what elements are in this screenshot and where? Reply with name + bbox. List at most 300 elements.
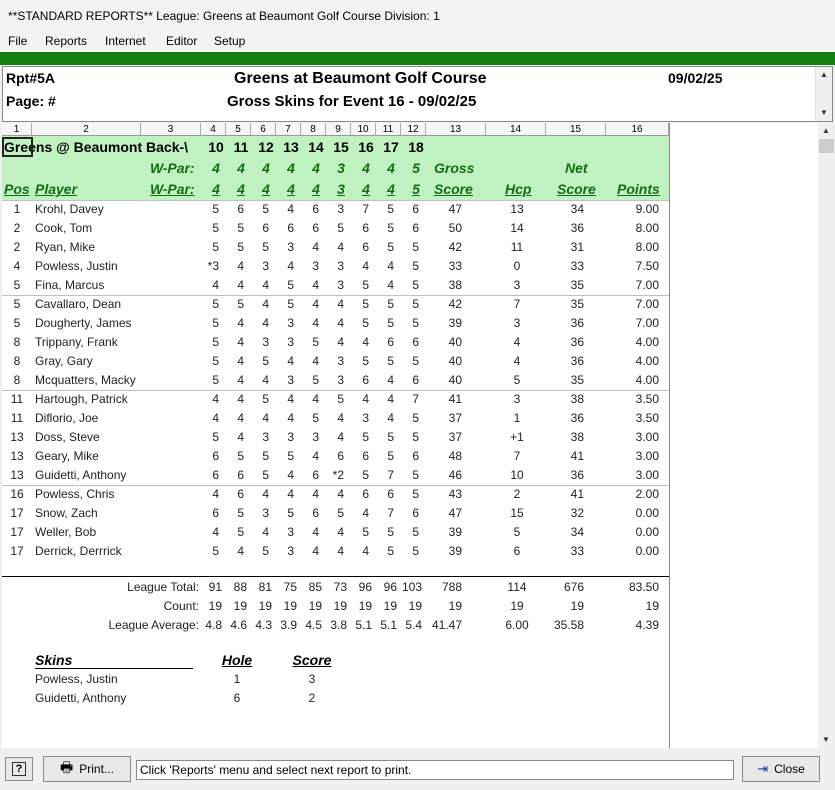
row-hole-score: 5 [387, 297, 394, 311]
row-hole-score: 6 [412, 202, 419, 216]
row-hole-score: 5 [362, 525, 369, 539]
column-header[interactable]: 16 [606, 123, 669, 136]
row-net-score: 35 [570, 278, 584, 292]
column-header[interactable]: 5 [226, 123, 251, 136]
column-header[interactable]: 3 [141, 123, 201, 136]
row-net-score: 33 [570, 259, 584, 273]
row-net-score: 36 [570, 468, 584, 482]
row-hole-score: 4 [262, 487, 269, 501]
row-hcp: 10 [510, 468, 524, 482]
row-hole-score: 5 [387, 430, 394, 444]
hole-number: 12 [258, 139, 274, 155]
row-hole-score: 3 [287, 430, 294, 444]
row-hole-score: 6 [362, 240, 369, 254]
column-header[interactable]: 11 [376, 123, 401, 136]
row-position: 11 [10, 411, 24, 425]
row-hole-score: 6 [312, 202, 319, 216]
row-position: 5 [13, 316, 21, 330]
row-player-name: Powless, Justin [35, 259, 118, 273]
row-hole-score: 6 [312, 506, 319, 520]
row-hole-score: 6 [362, 449, 369, 463]
close-label: Close [774, 762, 805, 776]
row-hole-score: 3 [337, 354, 344, 368]
column-header[interactable]: 15 [546, 123, 606, 136]
scroll-up-icon[interactable]: ▲ [820, 70, 828, 79]
totals-hole-value: 5.4 [405, 618, 422, 632]
row-hole-score: 5 [362, 430, 369, 444]
row-hole-score: 4 [237, 278, 244, 292]
menu-editor[interactable]: Editor [166, 34, 198, 48]
row-gross-score: 40 [448, 373, 462, 387]
row-hole-score: 3 [337, 278, 344, 292]
skins-score: 3 [308, 672, 316, 686]
column-header[interactable]: 9 [326, 123, 351, 136]
skins-player: Guidetti, Anthony [35, 691, 127, 705]
row-hole-score: 6 [412, 373, 419, 387]
menu-file[interactable]: File [8, 34, 28, 48]
row-hole-score: 6 [387, 335, 394, 349]
row-hcp: 15 [510, 506, 524, 520]
row-hole-score: 4 [262, 278, 269, 292]
row-hole-score: 6 [237, 468, 244, 482]
row-gross-score: 39 [448, 544, 462, 558]
row-hole-score: 5 [362, 278, 369, 292]
hcp-header: Hcp [505, 181, 532, 197]
row-hole-score: 6 [362, 221, 369, 235]
row-player-name: Cavallaro, Dean [35, 297, 122, 311]
row-hole-score: 3 [312, 259, 319, 273]
menu-bar [0, 30, 835, 52]
skins-hole-header: Hole [221, 652, 253, 668]
totals-hole-value: 19 [408, 599, 422, 613]
column-header[interactable]: 2 [32, 123, 141, 136]
row-hole-score: 6 [212, 449, 219, 463]
totals-points: 83.50 [628, 580, 659, 594]
row-hole-score: 5 [237, 525, 244, 539]
row-position: 4 [13, 259, 21, 273]
row-hole-score: 5 [262, 240, 269, 254]
row-hole-score: 4 [237, 354, 244, 368]
row-points: 0.00 [635, 544, 659, 558]
skins-underline [35, 668, 193, 669]
row-gross-score: 40 [448, 335, 462, 349]
wpar-value: 4 [312, 181, 320, 197]
totals-hole-value: 73 [333, 580, 347, 594]
column-header[interactable]: 12 [401, 123, 426, 136]
row-hcp: 2 [513, 487, 521, 501]
main-scrollbar[interactable] [818, 123, 835, 748]
row-hole-score: 3 [262, 506, 269, 520]
help-icon: ? [12, 762, 27, 776]
row-position: 1 [13, 202, 21, 216]
row-hole-score: 5 [212, 240, 219, 254]
status-text: Click 'Reports' menu and select next report to print. [136, 760, 734, 780]
totals-hole-value: 96 [383, 580, 397, 594]
row-hole-score: 5 [412, 354, 419, 368]
row-hole-score: 6 [412, 506, 419, 520]
row-hcp: 5 [513, 525, 521, 539]
row-hole-score: 4 [287, 411, 294, 425]
totals-hole-value: 3.8 [330, 618, 347, 632]
points-header: Points [617, 181, 660, 197]
row-hole-score: 6 [412, 221, 419, 235]
blank-pane [669, 123, 818, 748]
row-hole-score: 5 [262, 354, 269, 368]
row-player-name: Snow, Zach [35, 506, 98, 520]
row-hole-score: 4 [287, 259, 294, 273]
row-gross-score: 50 [448, 221, 462, 235]
row-hole-score: 5 [262, 468, 269, 482]
row-points: 3.00 [635, 430, 659, 444]
totals-hole-value: 4.8 [205, 618, 222, 632]
close-button[interactable] [742, 756, 820, 782]
row-net-score: 32 [570, 506, 584, 520]
wpar-value: 4 [262, 160, 270, 176]
row-player-name: Powless, Chris [35, 487, 115, 501]
totals-hole-value: 19 [358, 599, 372, 613]
row-hole-score: 5 [312, 335, 319, 349]
totals-hole-value: 19 [283, 599, 297, 613]
row-hole-score: 4 [262, 316, 269, 330]
wpar-value: 4 [237, 181, 245, 197]
row-hole-score: 5 [212, 202, 219, 216]
gross-score-header: Score [434, 181, 473, 197]
row-hole-score: 4 [362, 335, 369, 349]
column-header[interactable]: 4 [201, 123, 226, 136]
totals-hcp: 19 [510, 599, 524, 613]
row-hcp: 1 [513, 411, 521, 425]
skins-header: Skins [35, 652, 73, 668]
row-hole-score: 5 [312, 411, 319, 425]
row-hole-score: 4 [337, 411, 344, 425]
column-header[interactable]: 7 [276, 123, 301, 136]
row-points: 3.50 [635, 392, 659, 406]
row-hole-score: 5 [287, 297, 294, 311]
row-hole-score: 5 [212, 335, 219, 349]
row-net-score: 36 [570, 354, 584, 368]
row-hole-score: 5 [237, 297, 244, 311]
row-hole-score: 4 [312, 449, 319, 463]
row-hole-score: 5 [412, 316, 419, 330]
hole-number: 18 [408, 139, 424, 155]
report-number: Rpt#5A [6, 70, 56, 86]
totals-hole-value: 88 [233, 580, 247, 594]
row-points: 3.00 [635, 449, 659, 463]
menu-setup[interactable]: Setup [214, 34, 246, 48]
row-hole-score: 5 [362, 316, 369, 330]
row-hole-score: 5 [212, 544, 219, 558]
row-points: 7.00 [635, 316, 659, 330]
row-hole-score: 6 [362, 487, 369, 501]
row-hole-score: 4 [262, 297, 269, 311]
row-gross-score: 41 [448, 392, 462, 406]
totals-hole-value: 4.5 [305, 618, 322, 632]
row-hole-score: 3 [287, 335, 294, 349]
row-hole-score: 5 [212, 373, 219, 387]
row-position: 13 [10, 449, 24, 463]
wpar-value: 4 [262, 181, 270, 197]
totals-hole-value: 19 [308, 599, 322, 613]
row-position: 17 [10, 544, 24, 558]
row-hole-score: 5 [412, 468, 419, 482]
row-hole-score: 4 [262, 525, 269, 539]
row-hole-score: 3 [287, 544, 294, 558]
row-points: 4.00 [635, 373, 659, 387]
row-hole-score: 3 [287, 316, 294, 330]
row-player-name: Hartough, Patrick [35, 392, 128, 406]
row-points: 3.00 [635, 468, 659, 482]
wpar-label: W-Par: [150, 181, 195, 197]
row-hole-score: 5 [387, 202, 394, 216]
row-hole-score: 6 [212, 506, 219, 520]
row-hole-score: 5 [362, 297, 369, 311]
row-hole-score: 4 [362, 259, 369, 273]
row-hcp: 4 [513, 354, 521, 368]
row-hole-score: 4 [237, 411, 244, 425]
row-hole-score: *2 [332, 468, 344, 482]
row-hole-score: 5 [412, 278, 419, 292]
row-hole-score: 4 [312, 354, 319, 368]
skins-score-header: Score [292, 652, 332, 668]
row-player-name: Guidetti, Anthony [35, 468, 127, 482]
wpar-value: 4 [387, 181, 395, 197]
row-hole-score: 5 [337, 506, 344, 520]
wpar-value: 4 [237, 160, 245, 176]
row-hcp: 3 [513, 316, 521, 330]
row-net-score: 35 [570, 373, 584, 387]
row-points: 3.50 [635, 411, 659, 425]
row-hole-score: 4 [387, 259, 394, 273]
row-position: 5 [13, 297, 21, 311]
wpar-value: 4 [212, 160, 220, 176]
totals-hole-value: 81 [258, 580, 272, 594]
row-position: 17 [10, 506, 24, 520]
row-gross-score: 40 [448, 354, 462, 368]
totals-hole-value: 4.3 [255, 618, 272, 632]
menu-reports[interactable]: Reports [45, 34, 88, 48]
hole-number: 11 [233, 139, 249, 155]
row-hcp: 14 [510, 221, 524, 235]
row-hole-score: 5 [387, 544, 394, 558]
row-hole-score: 7 [362, 202, 369, 216]
row-hole-score: 5 [212, 316, 219, 330]
wpar-value: 4 [387, 160, 395, 176]
row-gross-score: 39 [448, 525, 462, 539]
row-position: 2 [13, 240, 21, 254]
row-hole-score: 5 [362, 354, 369, 368]
totals-gross: 788 [441, 580, 462, 594]
row-hole-score: 3 [312, 430, 319, 444]
row-hole-score: 5 [237, 240, 244, 254]
totals-hole-value: 3.9 [280, 618, 297, 632]
row-hole-score: 5 [262, 392, 269, 406]
player-header: Player [35, 181, 78, 197]
totals-net: 35.58 [553, 618, 584, 632]
row-hole-score: 5 [262, 449, 269, 463]
row-gross-score: 47 [448, 202, 462, 216]
row-hole-score: 5 [312, 373, 319, 387]
row-hole-score: 5 [412, 259, 419, 273]
totals-points: 4.39 [635, 618, 659, 632]
row-gross-score: 47 [448, 506, 462, 520]
row-hole-score: *3 [207, 259, 219, 273]
row-points: 7.50 [635, 259, 659, 273]
row-hole-score: 5 [237, 221, 244, 235]
row-points: 2.00 [635, 487, 659, 501]
row-hole-score: 6 [412, 335, 419, 349]
row-hcp: 0 [513, 259, 521, 273]
row-position: 8 [13, 354, 21, 368]
row-hole-score: 3 [262, 430, 269, 444]
column-header[interactable]: 10 [351, 123, 376, 136]
row-position: 8 [13, 373, 21, 387]
row-hole-score: 5 [412, 411, 419, 425]
row-hole-score: 5 [212, 354, 219, 368]
row-hole-score: 4 [387, 278, 394, 292]
wpar-value: 4 [362, 181, 370, 197]
row-player-name: Ryan, Mike [35, 240, 96, 254]
row-hole-score: 4 [237, 316, 244, 330]
row-hole-score: 3 [337, 259, 344, 273]
totals-hole-value: 19 [383, 599, 397, 613]
wpar-value: 3 [337, 181, 345, 197]
group-divider [2, 390, 669, 391]
totals-hole-value: 19 [333, 599, 347, 613]
row-net-score: 31 [570, 240, 584, 254]
column-header[interactable]: 8 [301, 123, 326, 136]
group-divider [2, 485, 669, 486]
row-points: 0.00 [635, 506, 659, 520]
row-hole-score: 6 [287, 221, 294, 235]
scroll-up-icon[interactable]: ▲ [822, 126, 830, 135]
row-position: 13 [10, 430, 24, 444]
printer-icon: 🖶 [60, 759, 74, 775]
event-title: Gross Skins for Event 16 - 09/02/25 [227, 93, 477, 110]
row-hole-score: 3 [287, 373, 294, 387]
menu-internet[interactable]: Internet [105, 34, 146, 48]
row-hole-score: 4 [262, 373, 269, 387]
row-hcp: +1 [510, 430, 524, 444]
hole-number: 16 [358, 139, 374, 155]
wpar-value: 4 [287, 160, 295, 176]
report-header [2, 66, 833, 122]
totals-hole-value: 5.1 [380, 618, 397, 632]
row-hcp: 3 [513, 278, 521, 292]
row-hole-score: 4 [312, 240, 319, 254]
row-hole-score: 4 [287, 392, 294, 406]
row-player-name: Diflorio, Joe [35, 411, 99, 425]
selected-cell[interactable] [2, 137, 33, 157]
wpar-label: W-Par: [150, 160, 195, 176]
totals-gross: 19 [448, 599, 462, 613]
row-hole-score: 4 [212, 525, 219, 539]
door-exit-icon: ⇥ [757, 761, 769, 776]
row-hole-score: 4 [337, 430, 344, 444]
row-hole-score: 4 [237, 335, 244, 349]
skins-player: Powless, Justin [35, 672, 118, 686]
totals-hole-value: 19 [208, 599, 222, 613]
totals-hole-value: 75 [283, 580, 297, 594]
row-hole-score: 4 [237, 430, 244, 444]
row-position: 2 [13, 221, 21, 235]
wpar-value: 5 [412, 160, 420, 176]
skins-score: 2 [308, 691, 316, 705]
totals-net: 19 [570, 599, 584, 613]
scroll-down-icon[interactable]: ▼ [822, 735, 830, 744]
column-header[interactable]: 1 [2, 123, 32, 136]
row-hole-score: 5 [337, 392, 344, 406]
sheet-title: Greens @ Beaumont Back-\ [4, 139, 189, 155]
row-points: 7.00 [635, 278, 659, 292]
column-header[interactable]: 6 [251, 123, 276, 136]
report-sheet [2, 136, 669, 748]
column-header[interactable]: 13 [426, 123, 486, 136]
row-player-name: Cook, Tom [35, 221, 93, 235]
row-hole-score: 3 [287, 240, 294, 254]
row-hole-score: 5 [387, 240, 394, 254]
row-hole-score: 5 [212, 221, 219, 235]
scroll-down-icon[interactable]: ▼ [820, 108, 828, 117]
totals-points: 19 [645, 599, 659, 613]
row-hole-score: 6 [237, 202, 244, 216]
row-hole-score: 4 [287, 354, 294, 368]
row-hcp: 7 [513, 449, 521, 463]
header-scrollbar[interactable] [815, 67, 832, 121]
row-net-score: 38 [570, 430, 584, 444]
row-hole-score: 6 [237, 487, 244, 501]
row-hole-score: 7 [387, 506, 394, 520]
column-header[interactable]: 14 [486, 123, 546, 136]
totals-hole-value: 91 [208, 580, 222, 594]
row-net-score: 36 [570, 411, 584, 425]
row-player-name: Geary, Mike [35, 449, 99, 463]
row-hole-score: 6 [262, 221, 269, 235]
page-number: Page: # [6, 93, 56, 109]
row-player-name: Krohl, Davey [35, 202, 104, 216]
row-hole-score: 5 [412, 487, 419, 501]
row-gross-score: 46 [448, 468, 462, 482]
hole-number: 17 [383, 139, 399, 155]
row-hole-score: 4 [312, 278, 319, 292]
gross-header: Gross [434, 160, 475, 176]
row-hole-score: 4 [212, 278, 219, 292]
row-net-score: 41 [570, 449, 584, 463]
row-hole-score: 4 [287, 202, 294, 216]
row-hole-score: 5 [337, 221, 344, 235]
row-points: 7.00 [635, 297, 659, 311]
row-hole-score: 5 [412, 430, 419, 444]
net-score-header: Score [557, 181, 596, 197]
row-hole-score: 4 [387, 411, 394, 425]
print-button[interactable] [43, 756, 131, 782]
hole-number: 10 [208, 139, 224, 155]
row-hole-score: 4 [362, 506, 369, 520]
row-hole-score: 7 [412, 392, 419, 406]
totals-hole-value: 19 [258, 599, 272, 613]
row-hole-score: 4 [312, 487, 319, 501]
wpar-value: 4 [312, 160, 320, 176]
row-hcp: 5 [513, 373, 521, 387]
row-hole-score: 4 [362, 544, 369, 558]
help-button[interactable] [5, 757, 33, 781]
scroll-thumb[interactable] [819, 139, 834, 153]
row-net-score: 36 [570, 335, 584, 349]
row-hole-score: 4 [287, 468, 294, 482]
row-hole-score: 4 [337, 544, 344, 558]
row-hole-score: 5 [262, 544, 269, 558]
row-gross-score: 39 [448, 316, 462, 330]
row-hcp: 13 [510, 202, 524, 216]
